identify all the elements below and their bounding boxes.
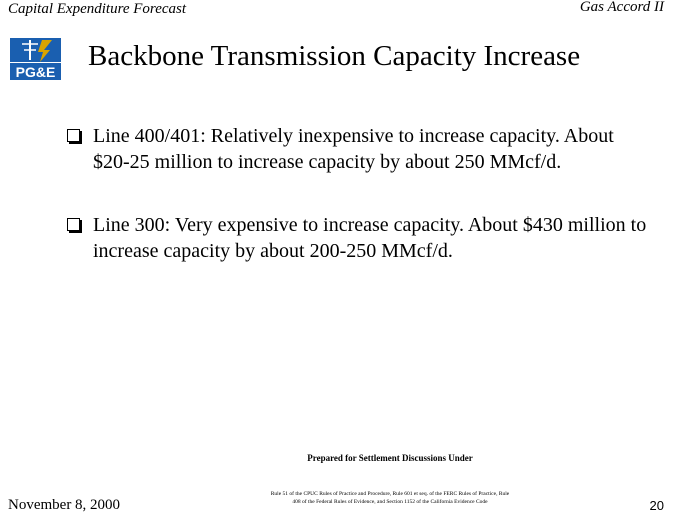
footer-date: November 8, 2000 <box>8 497 121 513</box>
bullet-box-icon <box>67 129 80 142</box>
pge-logo-icon <box>8 36 63 81</box>
bullet-text: Line 300: Very expensive to increase capacity. About $430 million to increase capacity by about 200-250 MMcf/d. <box>93 214 647 262</box>
slide-title: Backbone Transmission Capacity Increase <box>88 40 581 72</box>
footer-legal-text: Rule 51 of the CPUC Rules of Practice and Procedure, Rule 601 et seq. of the FERC Rules of Practice, Rule 408 of the Federal Rules of Evidence, and Section 1152 of the California Evidence Code <box>270 491 510 505</box>
header-right-text: Gas Accord II <box>579 0 664 15</box>
bullet-item <box>93 123 653 175</box>
logo-text: PG&E <box>15 64 56 80</box>
header-left-text: Capital Expenditure Forecast <box>8 1 187 17</box>
bullet-item <box>93 212 653 264</box>
footer-prepared-text: Prepared for Settlement Discussions Under <box>307 453 473 463</box>
page-number: 20 <box>649 498 664 513</box>
bullet-box-icon <box>67 218 80 231</box>
bullet-text: Line 400/401: Relatively inexpensive to increase capacity. About $20-25 million to increase capacity by about 250 MMcf/d. <box>93 125 614 173</box>
